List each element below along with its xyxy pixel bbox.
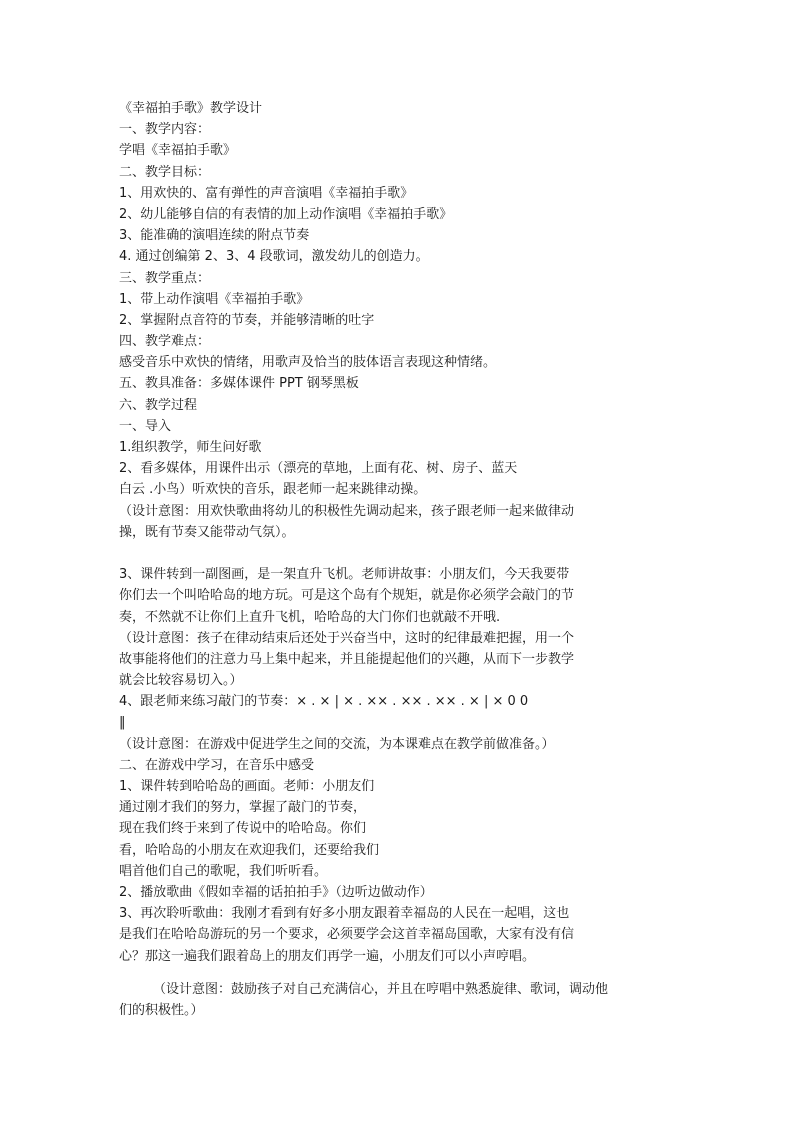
design-intent-line: 就会比较容易切入。） <box>119 673 243 689</box>
text-line: 学唱《幸福拍手歌》 <box>119 143 237 159</box>
design-intent-line: 操，既有节奏又能带动气氛）。 <box>119 524 295 540</box>
text-line: 奏，不然就不让你们上直升飞机，哈哈岛的大门你们也就敲不开哦. <box>119 609 501 625</box>
design-intent-line: （设计意图：在游戏中促进学生之间的交流，为本课难点在教学前做准备。） <box>119 736 555 752</box>
section-heading: 四、教学难点： <box>119 334 211 350</box>
text-line: 1、课件转到哈哈岛的画面。老师：小朋友们 <box>119 779 375 794</box>
design-intent-line: （设计意图：用欢快歌曲将幼儿的积极性先调动起来，孩子跟老师一起来做律动 <box>119 503 575 519</box>
text-line: 2、掌握附点音符的节奏，并能够清晰的吐字 <box>119 312 375 328</box>
text-line: 看，哈哈岛的小朋友在欢迎我们，还要给我们 <box>119 842 380 858</box>
text-line: 1、用欢快的、富有弹性的声音演唱《幸福拍手歌》 <box>119 185 414 201</box>
document-page <box>119 98 659 1021</box>
text-line: 通过刚才我们的努力，掌握了敲门的节奏， <box>119 800 367 816</box>
section-heading: 五、教具准备：多媒体课件 PPT 钢琴黑板 <box>119 376 359 392</box>
text-line: 1.组织教学，师生问好歌 <box>119 440 262 455</box>
subsection-heading: 一、导入 <box>119 418 172 434</box>
text-line: 心？那这一遍我们跟着岛上的朋友们再学一遍，小朋友们可以小声哼唱。 <box>119 948 536 964</box>
text-line: 3、能准确的演唱连续的附点节奏 <box>119 228 310 244</box>
section-heading: 一、教学内容： <box>119 122 211 138</box>
blank-line <box>119 543 659 564</box>
text-line: 感受音乐中欢快的情绪，用歌声及恰当的肢体语言表现这种情绪。 <box>119 355 497 371</box>
design-intent-line: （设计意图：孩子在律动结束后还处于兴奋当中，这时的纪律最难把握，用一个 <box>119 630 575 646</box>
design-intent-line: （设计意图：鼓励孩子对自己充满信心，并且在哼唱中熟悉旋律、歌词，调动他 <box>153 981 609 997</box>
subsection-heading: 二、在游戏中学习，在音乐中感受 <box>119 757 315 773</box>
section-heading: 六、教学过程 <box>119 397 198 413</box>
text-line: 是我们在哈哈岛游玩的另一个要求，必须要学会这首幸福岛国歌，大家有没有信 <box>119 927 575 943</box>
document-title: 《幸福拍手歌》教学设计 <box>119 101 263 116</box>
paragraph-gap <box>119 967 659 979</box>
text-line: 白云 .小鸟）听欢快的音乐，跟老师一起来跳律动操。 <box>119 482 427 498</box>
design-intent-line: 故事能将他们的注意力马上集中起来，并且能提起他们的兴趣，从而下一步教学 <box>119 651 575 667</box>
text-line: 3、课件转到一副图画，是一架直升飞机。老师讲故事：小朋友们，今天我要带 <box>119 567 570 583</box>
section-heading: 二、教学目标： <box>119 164 211 180</box>
section-heading: 三、教学重点： <box>119 270 211 286</box>
rhythm-line: 4、跟老师来练习敲门的节奏：× . × | × . ×× . ×× . ×× . × | × 0 0 <box>119 694 529 710</box>
text-line: 2、看多媒体，用课件出示（漂亮的草地，上面有花、树、房子、蓝天 <box>119 461 518 477</box>
text-line: 2、幼儿能够自信的有表情的加上动作演唱《幸福拍手歌》 <box>119 206 453 222</box>
text-line: 你们去一个叫哈哈岛的地方玩。可是这个岛有个规矩，就是你必须学会敲门的节 <box>119 588 575 604</box>
text-line: 4. 通过创编第 2、3、4 段歌词，激发幼儿的创造力。 <box>119 249 429 265</box>
text-line: 2、播放歌曲《假如幸福的话拍拍手》（边听边做动作） <box>119 884 433 900</box>
text-line: 1、带上动作演唱《幸福拍手歌》 <box>119 291 310 307</box>
rhythm-end-mark: ‖ <box>119 715 126 731</box>
text-line: 3、再次聆听歌曲：我刚才看到有好多小朋友跟着幸福岛的人民在一起唱，这也 <box>119 906 570 922</box>
text-line: 唱首他们自己的歌呢，我们听听看。 <box>119 863 328 879</box>
text-line: 现在我们终于来到了传说中的哈哈岛。你们 <box>119 821 367 837</box>
design-intent-line: 们的积极性。） <box>119 1002 204 1018</box>
